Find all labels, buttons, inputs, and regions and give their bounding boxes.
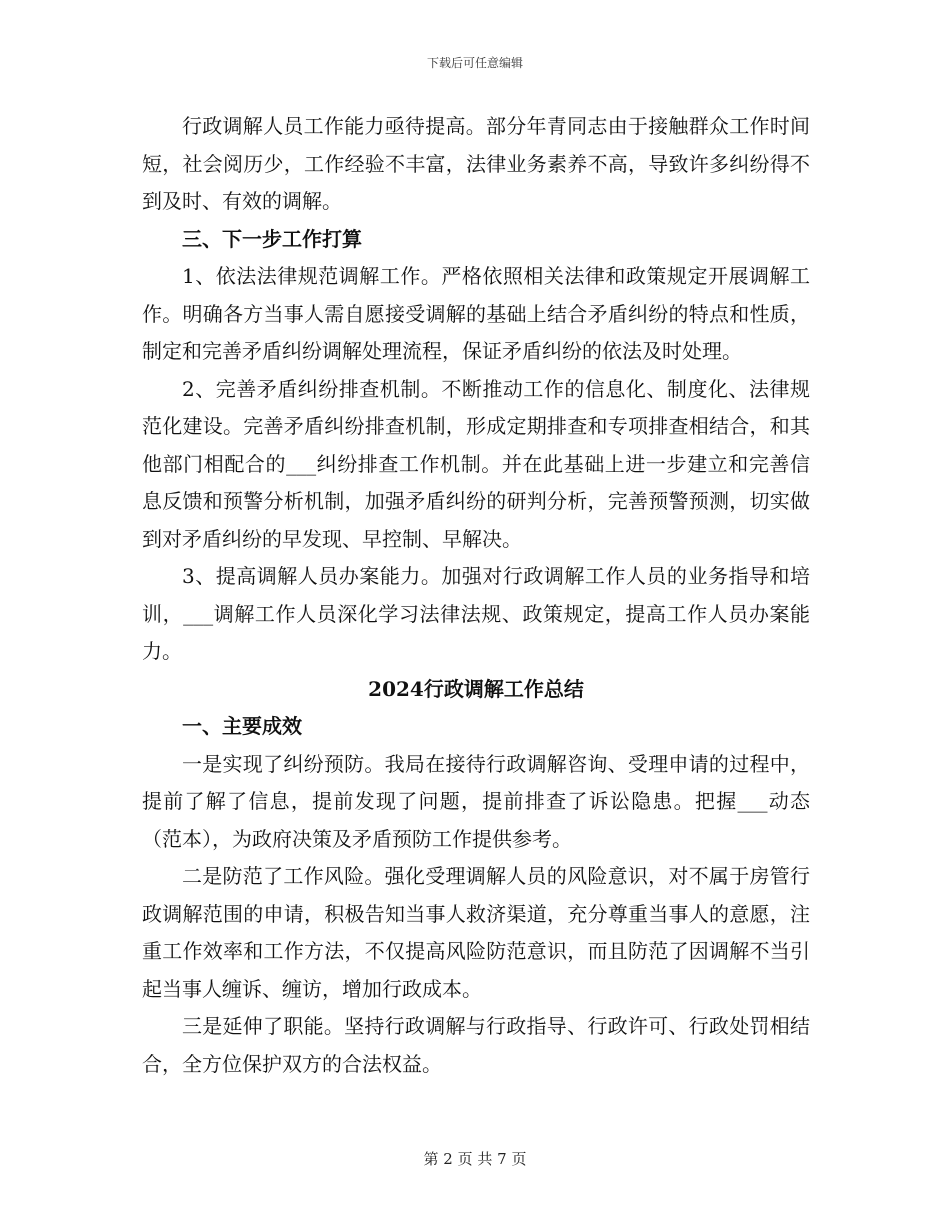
page-footer: 第 2 页 共 7 页: [423, 1150, 527, 1168]
paragraph-item-2: 2、完善矛盾纠纷排查机制。不断推动工作的信息化、制度化、法律规范化建设。完善矛盾纠纷排查机制，形成定期排查和专项排查相结合，和其他部门相配合的___纠纷排查工作机制。并在此基础上进一步建立和完善信息反馈和预警分析机制，加强矛盾纠纷的研判分析，完善预警预测，切实做到对矛盾纠纷的早发现、早控制、早解决。: [142, 376, 810, 551]
document-body: [142, 108, 810, 1083]
paragraph-item-3: 3、提高调解人员办案能力。加强对行政调解工作人员的业务指导和培训，___调解工作人员深化学习法律法规、政策规定，提高工作人员办案能力。: [142, 564, 810, 663]
paragraph-risk: 二是防范了工作风险。强化受理调解人员的风险意识，对不属于房管行政调解范围的申请，积极告知当事人救济渠道，充分尊重当事人的意愿，注重工作效率和工作方法，不仅提高风险防范意识，而且防范了因调解不当引起当事人缠诉、缠访，增加行政成本。: [142, 864, 810, 1001]
paragraph-ability: 行政调解人员工作能力亟待提高。部分年青同志由于接触群众工作时间短，社会阅历少，工作经验不丰富，法律业务素养不高，导致许多纠纷得不到及时、有效的调解。: [142, 114, 810, 213]
section-heading-next-steps: 三、下一步工作打算: [182, 226, 362, 251]
section-heading-achievements: 一、主要成效: [182, 714, 302, 738]
paragraph-functions: 三是延伸了职能。坚持行政调解与行政指导、行政许可、行政处罚相结合，全方位保护双方的合法权益。: [142, 1014, 810, 1076]
paragraph-prevention: 一是实现了纠纷预防。我局在接待行政调解咨询、受理申请的过程中，提前了解了信息，提前发现了问题，提前排查了诉讼隐患。把握___动态（范本），为政府决策及矛盾预防工作提供参考。: [142, 751, 810, 851]
paragraph-item-1: 1、依法法律规范调解工作。严格依照相关法律和政策规定开展调解工作。明确各方当事人需自愿接受调解的基础上结合矛盾纠纷的特点和性质，制定和完善矛盾纠纷调解处理流程，保证矛盾纠纷的依法及时处理。: [142, 264, 810, 363]
page-header: 下载后可任意编辑: [426, 56, 523, 70]
document-title: 2024行政调解工作总结: [368, 676, 584, 701]
